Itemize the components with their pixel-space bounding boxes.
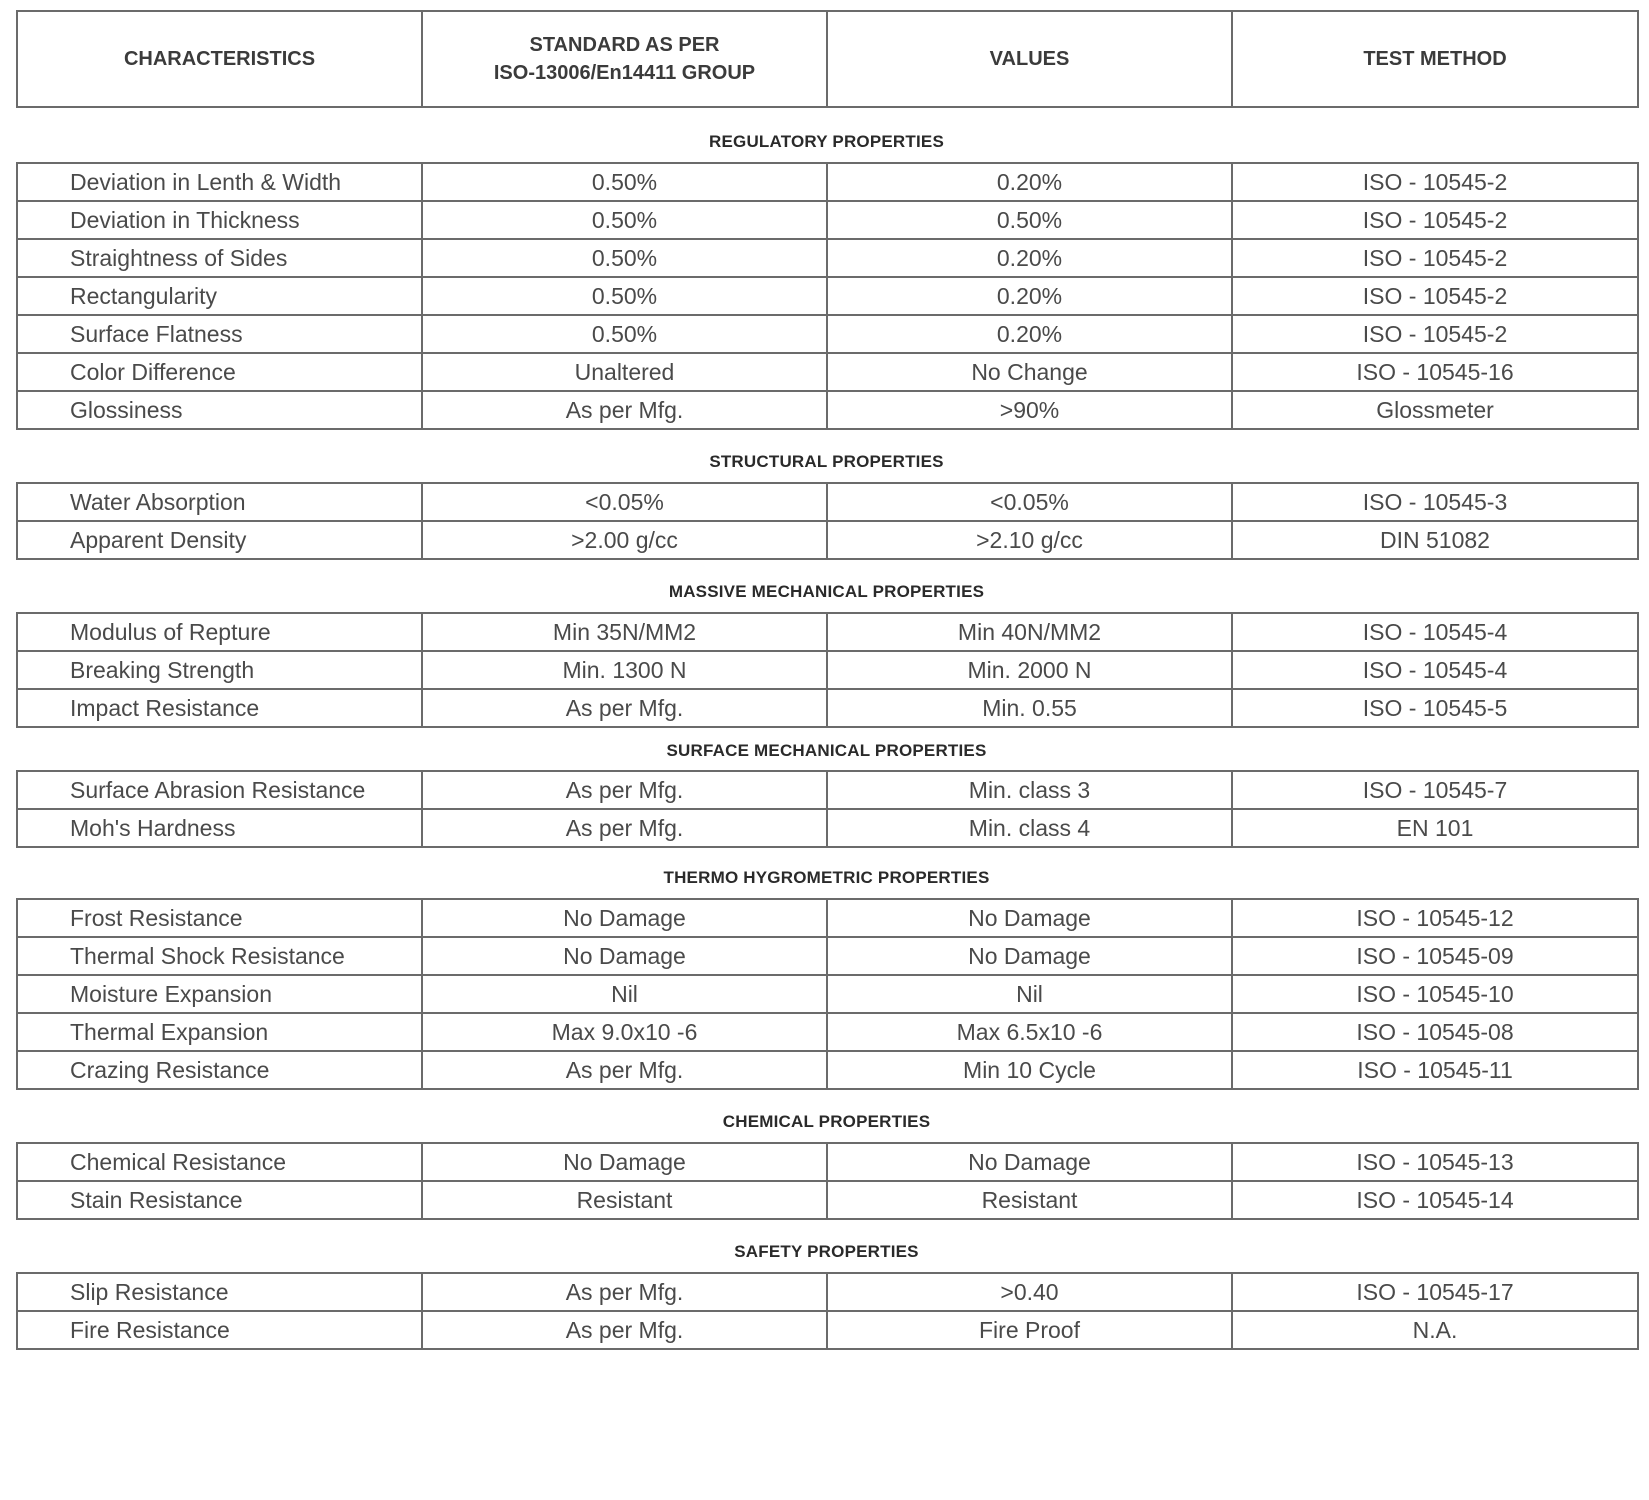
table-row xyxy=(17,771,1638,809)
characteristic-cell: Deviation in Thickness xyxy=(17,201,422,239)
section-title: SURFACE MECHANICAL PROPERTIES xyxy=(666,741,987,760)
characteristic-cell: Apparent Density xyxy=(17,521,422,559)
table-row xyxy=(17,239,1638,277)
standard-cell: No Damage xyxy=(422,937,827,975)
section-table xyxy=(16,1272,1639,1350)
section-table xyxy=(16,1142,1639,1220)
header-standard-line2: ISO-13006/En14411 GROUP xyxy=(493,62,756,84)
value-cell: Min. 0.55 xyxy=(827,689,1232,727)
characteristic-cell: Glossiness xyxy=(17,391,422,429)
section-table xyxy=(16,482,1639,560)
test-method-cell: ISO - 10545-5 xyxy=(1232,689,1638,727)
standard-cell: As per Mfg. xyxy=(422,391,827,429)
table-row xyxy=(17,391,1638,429)
characteristic-cell: Surface Abrasion Resistance xyxy=(17,771,422,809)
standard-cell: Nil xyxy=(422,975,827,1013)
test-method-cell: ISO - 10545-2 xyxy=(1232,201,1638,239)
test-method-cell: ISO - 10545-2 xyxy=(1232,163,1638,201)
table-row xyxy=(17,651,1638,689)
table-row xyxy=(17,937,1638,975)
value-cell: >90% xyxy=(827,391,1232,429)
standard-cell: >2.00 g/cc xyxy=(422,521,827,559)
test-method-cell: ISO - 10545-2 xyxy=(1232,315,1638,353)
value-cell: 0.20% xyxy=(827,277,1232,315)
table-row xyxy=(17,975,1638,1013)
table-row xyxy=(17,1181,1638,1219)
test-method-cell: ISO - 10545-13 xyxy=(1232,1143,1638,1181)
characteristic-cell: Thermal Shock Resistance xyxy=(17,937,422,975)
section-title: CHEMICAL PROPERTIES xyxy=(722,1112,931,1131)
test-method-cell: DIN 51082 xyxy=(1232,521,1638,559)
characteristic-cell: Breaking Strength xyxy=(17,651,422,689)
characteristic-cell: Slip Resistance xyxy=(17,1273,422,1311)
table-row xyxy=(17,613,1638,651)
value-cell: 0.20% xyxy=(827,315,1232,353)
characteristic-cell: Straightness of Sides xyxy=(17,239,422,277)
value-cell: 0.20% xyxy=(827,239,1232,277)
section-title: SAFETY PROPERTIES xyxy=(734,1242,919,1261)
value-cell: No Damage xyxy=(827,899,1232,937)
characteristic-cell: Crazing Resistance xyxy=(17,1051,422,1089)
value-cell: Fire Proof xyxy=(827,1311,1232,1349)
value-cell: No Damage xyxy=(827,937,1232,975)
table-row xyxy=(17,689,1638,727)
characteristic-cell: Rectangularity xyxy=(17,277,422,315)
section-table xyxy=(16,898,1639,1090)
characteristic-cell: Deviation in Lenth & Width xyxy=(17,163,422,201)
section-title: REGULATORY PROPERTIES xyxy=(709,132,944,151)
standard-cell: No Damage xyxy=(422,1143,827,1181)
value-cell: Min 40N/MM2 xyxy=(827,613,1232,651)
standard-cell: As per Mfg. xyxy=(422,1051,827,1089)
test-method-cell: EN 101 xyxy=(1232,809,1638,847)
header-row xyxy=(17,11,1638,107)
standard-cell: As per Mfg. xyxy=(422,809,827,847)
value-cell: Nil xyxy=(827,975,1232,1013)
value-cell: Resistant xyxy=(827,1181,1232,1219)
test-method-cell: ISO - 10545-4 xyxy=(1232,613,1638,651)
value-cell: Min. 2000 N xyxy=(827,651,1232,689)
standard-cell: As per Mfg. xyxy=(422,1273,827,1311)
table-row xyxy=(17,809,1638,847)
test-method-cell: ISO - 10545-09 xyxy=(1232,937,1638,975)
header-table xyxy=(16,10,1639,108)
header-characteristics: CHARACTERISTICS xyxy=(17,11,422,107)
header-standard-line1: STANDARD AS PER xyxy=(529,34,720,56)
value-cell: Min. class 4 xyxy=(827,809,1232,847)
header-standard xyxy=(422,11,827,107)
standard-cell: Unaltered xyxy=(422,353,827,391)
section-table xyxy=(16,162,1639,430)
characteristic-cell: Water Absorption xyxy=(17,483,422,521)
test-method-cell: ISO - 10545-10 xyxy=(1232,975,1638,1013)
standard-cell: No Damage xyxy=(422,899,827,937)
test-method-cell: ISO - 10545-2 xyxy=(1232,277,1638,315)
sections-container xyxy=(16,122,1637,1350)
standard-cell: As per Mfg. xyxy=(422,771,827,809)
table-row xyxy=(17,163,1638,201)
test-method-cell: N.A. xyxy=(1232,1311,1638,1349)
characteristic-cell: Fire Resistance xyxy=(17,1311,422,1349)
value-cell: 0.50% xyxy=(827,201,1232,239)
section-table xyxy=(16,770,1639,848)
value-cell: 0.20% xyxy=(827,163,1232,201)
value-cell: <0.05% xyxy=(827,483,1232,521)
table-row xyxy=(17,1051,1638,1089)
characteristic-cell: Color Difference xyxy=(17,353,422,391)
value-cell: No Damage xyxy=(827,1143,1232,1181)
table-row xyxy=(17,899,1638,937)
characteristic-cell: Frost Resistance xyxy=(17,899,422,937)
table-row xyxy=(17,1311,1638,1349)
standard-cell: <0.05% xyxy=(422,483,827,521)
standard-cell: 0.50% xyxy=(422,277,827,315)
standard-cell: Max 9.0x10 -6 xyxy=(422,1013,827,1051)
table-row xyxy=(17,521,1638,559)
value-cell: Min. class 3 xyxy=(827,771,1232,809)
standard-cell: 0.50% xyxy=(422,201,827,239)
test-method-cell: ISO - 10545-17 xyxy=(1232,1273,1638,1311)
characteristic-cell: Moh's Hardness xyxy=(17,809,422,847)
standard-cell: Min. 1300 N xyxy=(422,651,827,689)
table-row xyxy=(17,1143,1638,1181)
section-title: STRUCTURAL PROPERTIES xyxy=(709,452,944,471)
value-cell: Min 10 Cycle xyxy=(827,1051,1232,1089)
characteristic-cell: Stain Resistance xyxy=(17,1181,422,1219)
table-row xyxy=(17,1273,1638,1311)
test-method-cell: ISO - 10545-3 xyxy=(1232,483,1638,521)
header-values: VALUES xyxy=(827,11,1232,107)
table-row xyxy=(17,277,1638,315)
standard-cell: Resistant xyxy=(422,1181,827,1219)
section-title: MASSIVE MECHANICAL PROPERTIES xyxy=(668,582,985,601)
test-method-cell: ISO - 10545-11 xyxy=(1232,1051,1638,1089)
table-row xyxy=(17,315,1638,353)
standard-cell: 0.50% xyxy=(422,163,827,201)
table-row xyxy=(17,483,1638,521)
value-cell: No Change xyxy=(827,353,1232,391)
section-table xyxy=(16,612,1639,728)
standard-cell: As per Mfg. xyxy=(422,689,827,727)
characteristic-cell: Moisture Expansion xyxy=(17,975,422,1013)
table-row xyxy=(17,1013,1638,1051)
characteristic-cell: Modulus of Repture xyxy=(17,613,422,651)
test-method-cell: ISO - 10545-2 xyxy=(1232,239,1638,277)
test-method-cell: Glossmeter xyxy=(1232,391,1638,429)
standard-cell: As per Mfg. xyxy=(422,1311,827,1349)
test-method-cell: ISO - 10545-08 xyxy=(1232,1013,1638,1051)
standard-cell: Min 35N/MM2 xyxy=(422,613,827,651)
standard-cell: 0.50% xyxy=(422,315,827,353)
value-cell: Max 6.5x10 -6 xyxy=(827,1013,1232,1051)
header-test-method: TEST METHOD xyxy=(1232,11,1638,107)
value-cell: >2.10 g/cc xyxy=(827,521,1232,559)
characteristic-cell: Surface Flatness xyxy=(17,315,422,353)
test-method-cell: ISO - 10545-4 xyxy=(1232,651,1638,689)
table-row xyxy=(17,201,1638,239)
table-row xyxy=(17,353,1638,391)
value-cell: >0.40 xyxy=(827,1273,1232,1311)
test-method-cell: ISO - 10545-16 xyxy=(1232,353,1638,391)
section-title: THERMO HYGROMETRIC PROPERTIES xyxy=(663,868,990,887)
standard-cell: 0.50% xyxy=(422,239,827,277)
characteristic-cell: Chemical Resistance xyxy=(17,1143,422,1181)
spec-sheet xyxy=(16,10,1637,1350)
test-method-cell: ISO - 10545-14 xyxy=(1232,1181,1638,1219)
characteristic-cell: Thermal Expansion xyxy=(17,1013,422,1051)
characteristic-cell: Impact Resistance xyxy=(17,689,422,727)
test-method-cell: ISO - 10545-12 xyxy=(1232,899,1638,937)
test-method-cell: ISO - 10545-7 xyxy=(1232,771,1638,809)
